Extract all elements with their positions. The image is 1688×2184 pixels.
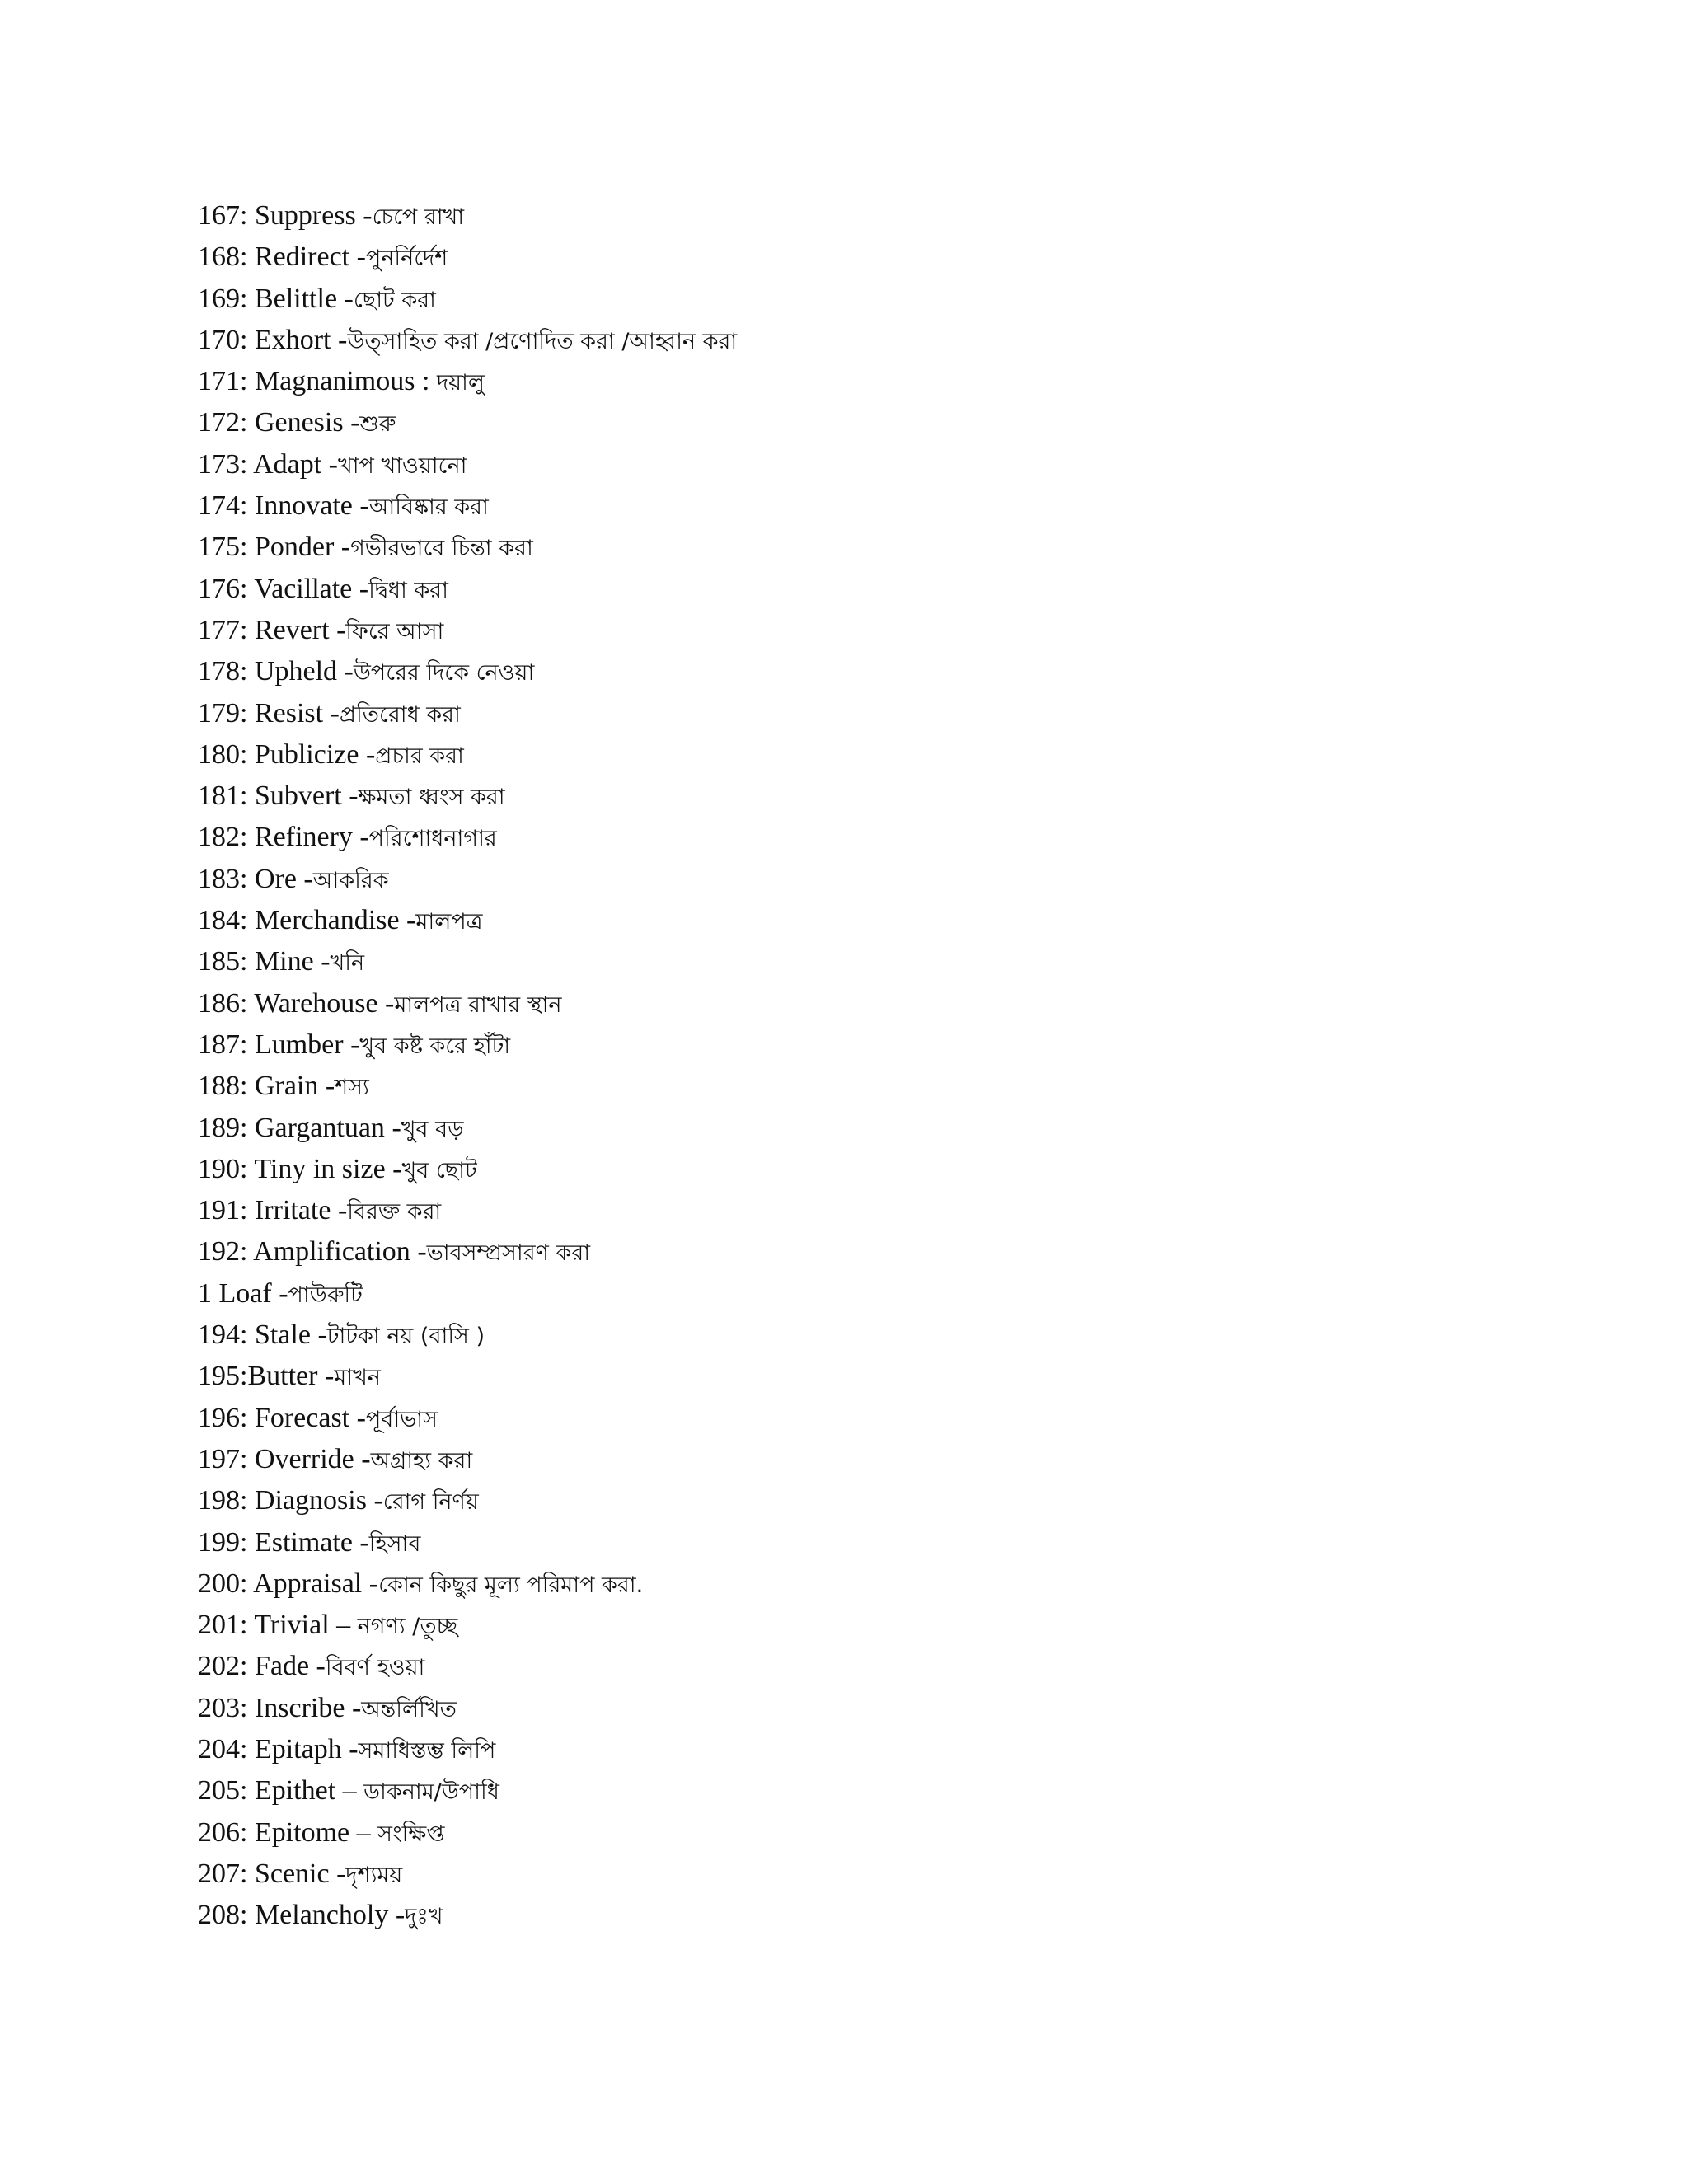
entry-separator: - [331, 324, 348, 355]
entry-term: 185: Mine [198, 946, 314, 977]
entry-term: 186: Warehouse [198, 987, 378, 1019]
entry-meaning: পুনর্নির্দেশ [365, 246, 448, 272]
entry-term: 196: Forecast [198, 1402, 350, 1433]
entry-meaning: দুঃখ [405, 1904, 443, 1930]
entry-meaning: রোগ নির্ণয় [382, 1489, 479, 1516]
vocabulary-entry [198, 1854, 737, 1895]
entry-term: 189: Gargantuan [198, 1112, 385, 1143]
entry-meaning: কোন কিছুর মূল্য পরিমাপ করা. [378, 1572, 644, 1598]
entry-separator: - [384, 1112, 401, 1143]
entry-meaning: খুব বড় [401, 1116, 464, 1142]
entry-term: 199: Estimate [198, 1526, 353, 1558]
entry-term: 208: Melancholy [198, 1900, 389, 1931]
vocabulary-entry [198, 1770, 737, 1811]
entry-meaning: বিরক্ত করা [347, 1199, 442, 1226]
entry-separator: - [410, 1236, 427, 1268]
entry-meaning: খুব কষ্ট করে হাঁটা [359, 1033, 511, 1059]
entry-separator: - [337, 283, 354, 314]
entry-meaning: ভাবসম্প্রসারণ করা [426, 1240, 591, 1267]
entry-meaning: ফিরে আসা [345, 618, 444, 644]
entry-meaning: প্রতিরোধ করা [339, 701, 461, 728]
vocabulary-entry [198, 402, 737, 443]
entry-meaning: আবিষ্কার করা [368, 494, 489, 521]
entry-separator: – [329, 1610, 358, 1641]
vocabulary-entry [198, 320, 737, 361]
entry-term: 202: Fade [198, 1651, 310, 1682]
entry-term: 169: Belittle [198, 283, 338, 314]
vocabulary-entry [198, 941, 737, 982]
vocabulary-entry [198, 1522, 737, 1563]
entry-separator: - [352, 1526, 369, 1558]
entry-separator: - [345, 1692, 362, 1723]
entry-term: 190: Tiny in size [198, 1153, 386, 1184]
entry-meaning: শস্য [335, 1075, 369, 1101]
entry-meaning: ডাকনাম/উপাধি [363, 1779, 499, 1806]
vocabulary-entry [198, 1398, 737, 1439]
entry-meaning: অগ্রাহ্য করা [370, 1447, 473, 1474]
entry-meaning: মালপত্র [415, 909, 483, 935]
entry-term: 177: Revert [198, 614, 330, 645]
entry-meaning: পূর্বাভাস [365, 1406, 438, 1432]
vocabulary-entry [198, 1231, 737, 1272]
entry-meaning: গভীরভাবে চিন্তা করা [350, 536, 533, 562]
entry-term: 187: Lumber [198, 1029, 344, 1060]
vocabulary-entry [198, 279, 737, 320]
entry-term: 170: Exhort [198, 324, 331, 355]
entry-meaning: প্রচার করা [375, 743, 464, 769]
vocabulary-entry [198, 195, 737, 237]
entry-meaning: দ্বিধা করা [368, 577, 448, 603]
vocabulary-entry [198, 1605, 737, 1646]
entry-term: 204: Epitaph [198, 1733, 342, 1765]
entry-separator: – [335, 1775, 364, 1807]
entry-meaning: উত্সাহিত করা /প্রণোদিত করা /আহ্বান করা [347, 328, 738, 354]
entry-separator: - [352, 490, 369, 522]
entry-term: 168: Redirect [198, 241, 350, 273]
entry-term: 181: Subvert [198, 780, 342, 812]
entry-separator: - [337, 656, 354, 687]
vocabulary-entry [198, 1315, 737, 1356]
entry-separator: - [317, 1361, 335, 1392]
entry-term: 176: Vacillate [198, 573, 353, 604]
vocabulary-entry [198, 1273, 737, 1315]
entry-meaning: মাখন [334, 1365, 381, 1391]
entry-separator: - [343, 407, 360, 438]
entry-meaning: টাটকা নয় (বাসি ) [326, 1324, 485, 1350]
entry-meaning: সংক্ষিপ্ত [377, 1821, 445, 1847]
vocabulary-entry [198, 1066, 737, 1107]
vocabulary-entry [198, 734, 737, 776]
entry-term: 1 Loaf [198, 1277, 272, 1309]
vocabulary-entry [198, 610, 737, 651]
vocabulary-entry [198, 1149, 737, 1190]
entry-term: 173: Adapt [198, 448, 322, 480]
vocabulary-entry [198, 1646, 737, 1687]
entry-separator: - [296, 863, 313, 894]
entry-separator: - [341, 1733, 359, 1765]
entry-term: 171: Magnanimous [198, 366, 415, 397]
entry-separator: - [352, 573, 369, 604]
entry-term: 197: Override [198, 1443, 354, 1474]
vocabulary-entry [198, 1190, 737, 1231]
entry-separator: : [415, 366, 437, 397]
vocabulary-entry [198, 1439, 737, 1480]
entry-meaning: বিবর্ণ হওয়া [325, 1655, 425, 1681]
entry-meaning: নগণ্য /তুচ্ছ [357, 1614, 458, 1640]
entry-meaning: চেপে রাখা [372, 204, 465, 230]
vocabulary-entry [198, 1356, 737, 1397]
vocabulary-entry [198, 900, 737, 941]
vocabulary-entry [198, 1812, 737, 1854]
entry-term: 207: Scenic [198, 1858, 330, 1889]
vocabulary-entry [198, 1108, 737, 1149]
vocabulary-entry [198, 237, 737, 278]
entry-term: 198: Diagnosis [198, 1485, 367, 1516]
entry-separator: - [349, 1402, 366, 1433]
entry-separator: - [309, 1651, 326, 1682]
entry-separator: - [354, 1443, 371, 1474]
entry-separator: - [355, 200, 373, 231]
entry-term: 178: Upheld [198, 656, 338, 687]
entry-term: 188: Grain [198, 1071, 319, 1102]
entry-meaning: সমাধিস্তম্ভ লিপি [358, 1737, 496, 1764]
entry-separator: - [343, 1029, 360, 1060]
entry-term: 191: Irritate [198, 1195, 331, 1226]
entry-meaning: ছোট করা [353, 287, 436, 313]
entry-separator: - [334, 532, 351, 563]
entry-term: 183: Ore [198, 863, 297, 894]
vocabulary-entry [198, 817, 737, 858]
entry-meaning: অন্তর্লিখিত [361, 1696, 457, 1722]
entry-meaning: উপরের দিকে নেওয়া [353, 660, 535, 687]
entry-term: 192: Amplification [198, 1236, 410, 1268]
entry-meaning: মালপত্র রাখার স্থান [394, 991, 562, 1018]
entry-term: 206: Epitome [198, 1816, 350, 1848]
entry-separator: - [271, 1277, 288, 1309]
entry-separator: - [352, 822, 369, 853]
vocabulary-entry [198, 1895, 737, 1936]
vocabulary-entry [198, 527, 737, 568]
entry-meaning: খুব ছোট [401, 1157, 477, 1183]
entry-separator: - [399, 905, 416, 936]
entry-term: 167: Suppress [198, 200, 356, 231]
vocabulary-entry [198, 485, 737, 527]
entry-term: 172: Genesis [198, 407, 344, 438]
vocabulary-list [198, 195, 737, 1936]
entry-term: 182: Refinery [198, 822, 353, 853]
entry-meaning: পরিশোধনাগার [368, 826, 497, 852]
entry-separator: - [377, 987, 395, 1019]
vocabulary-entry [198, 859, 737, 900]
entry-meaning: পাউরুটি [288, 1282, 363, 1308]
vocabulary-entry [198, 776, 737, 817]
entry-term: 194: Stale [198, 1319, 311, 1351]
entry-separator: - [318, 1071, 335, 1102]
entry-meaning: খনি [330, 950, 365, 977]
vocabulary-entry [198, 361, 737, 402]
vocabulary-entry [198, 651, 737, 692]
entry-term: 205: Epithet [198, 1775, 336, 1807]
entry-separator: - [321, 448, 338, 480]
entry-separator: - [329, 1858, 346, 1889]
vocabulary-entry [198, 1688, 737, 1729]
entry-separator: - [362, 1568, 379, 1599]
entry-term: 200: Appraisal [198, 1568, 363, 1599]
vocabulary-entry [198, 983, 737, 1024]
entry-separator: - [329, 614, 346, 645]
vocabulary-entry [198, 1480, 737, 1521]
entry-meaning: আকরিক [312, 867, 389, 893]
vocabulary-entry [198, 1024, 737, 1066]
vocabulary-entry [198, 1563, 737, 1605]
entry-separator: - [385, 1153, 402, 1184]
entry-separator: - [313, 946, 331, 977]
entry-separator: - [310, 1319, 327, 1351]
entry-meaning: হিসাব [368, 1530, 421, 1557]
entry-meaning: ক্ষমতা ধ্বংস করা [358, 785, 505, 811]
vocabulary-entry [198, 1729, 737, 1770]
entry-separator: - [359, 738, 376, 770]
entry-separator: - [331, 1195, 348, 1226]
entry-meaning: দৃশ্যময় [345, 1862, 403, 1888]
vocabulary-entry [198, 693, 737, 734]
entry-separator: - [341, 780, 359, 812]
entry-separator: - [366, 1485, 383, 1516]
entry-term: 201: Trivial [198, 1610, 330, 1641]
entry-separator: - [323, 697, 340, 729]
entry-meaning: খাপ খাওয়ানো [338, 452, 467, 479]
entry-term: 180: Publicize [198, 738, 359, 770]
entry-meaning: দয়ালু [436, 370, 485, 396]
entry-separator: - [349, 241, 366, 273]
vocabulary-entry [198, 444, 737, 485]
entry-meaning: শুরু [359, 411, 396, 438]
entry-term: 179: Resist [198, 697, 324, 729]
vocabulary-entry [198, 569, 737, 610]
entry-term: 195:Butter [198, 1361, 318, 1392]
entry-term: 175: Ponder [198, 532, 335, 563]
entry-separator: – [349, 1816, 378, 1848]
entry-separator: - [388, 1900, 406, 1931]
entry-term: 203: Inscribe [198, 1692, 345, 1723]
entry-term: 184: Merchandise [198, 905, 400, 936]
entry-term: 174: Innovate [198, 490, 353, 522]
